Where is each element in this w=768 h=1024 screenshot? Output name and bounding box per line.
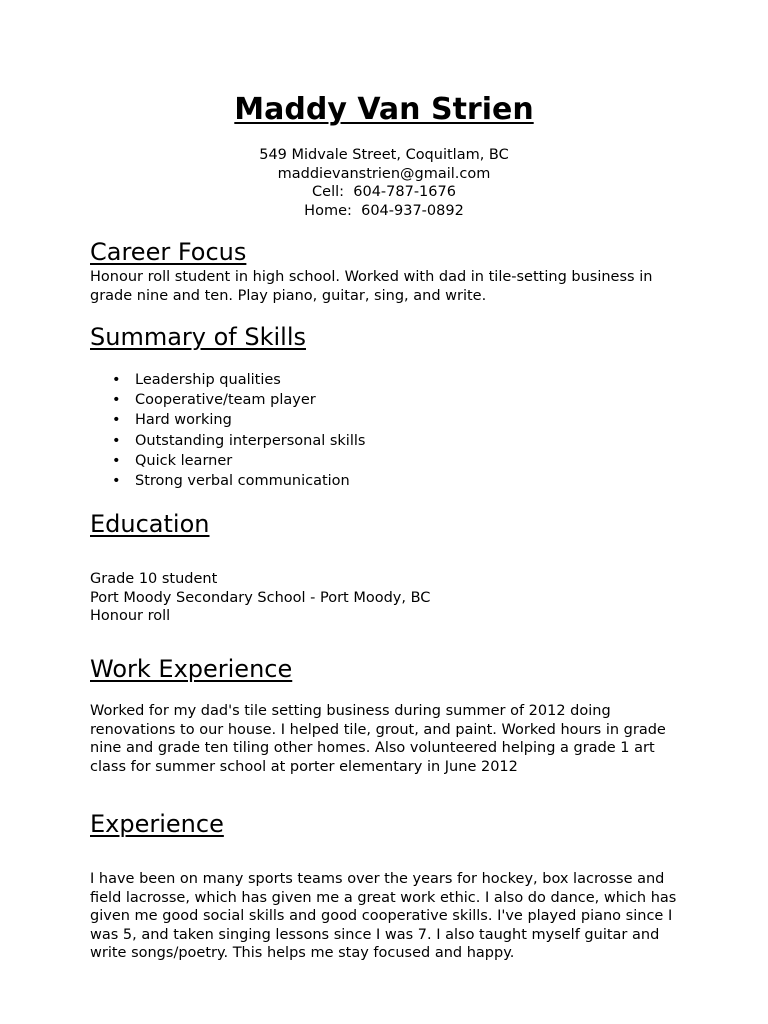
contact-email: maddievanstrien@gmail.com [277,165,491,182]
work-experience-text: Worked for my dad's tile setting business during summer of 2012 doing renovations to our house. I helped tile, grout, and paint. Worked hours in grade nine and grade ten tiling other homes. Also volunteered helping a grade 1 art class for summer school at porter elementary in June 2012 [90,703,666,775]
skill-item-label: Quick learner [135,452,233,469]
skill-item-label: Hard working [135,412,232,429]
skill-item [90,431,365,451]
bullet-icon: • [112,452,121,469]
work-experience-heading: Work Experience [90,655,293,683]
contact-info [0,146,768,220]
skill-item [90,370,365,390]
skill-item [90,410,365,430]
experience-heading: Experience [90,810,224,838]
skill-item-label: Leadership qualities [135,372,281,388]
skill-item-label: Outstanding interpersonal skills [135,432,366,449]
skill-item [90,451,365,471]
education-heading: Education [90,510,210,538]
skill-item [90,471,365,491]
bullet-icon: • [112,392,121,409]
education-school: Port Moody Secondary School - Port Moody, BC [90,589,431,606]
skill-item-label: Strong verbal communication [135,473,350,490]
skills-list [90,370,365,491]
career-focus-heading: Career Focus [90,238,247,266]
contact-home: Home: 604-937-0892 [304,202,464,219]
bullet-icon: • [112,473,121,490]
education-details [90,570,690,626]
resume-name: Maddy Van Strien [234,92,534,127]
bullet-icon: • [112,412,121,429]
career-focus-text: Honour roll student in high school. Worked with dad in tile-setting business in grade nine and ten. Play piano, guitar, sing, and write. [90,269,653,304]
skill-item [90,390,365,410]
bullet-icon: • [112,432,121,449]
experience-text: I have been on many sports teams over the years for hockey, box lacrosse and field lacrosse, which has given me a great work ethic. I also do dance, which has given me good social skills and good cooperative skills. I've played piano since I was 5, and taken singing lessons since I was 7. I also taught myself guitar and write songs/poetry. This helps me stay focused and happy. [90,871,677,961]
skills-heading: Summary of Skills [90,323,307,351]
contact-cell: Cell: 604-787-1676 [312,184,456,200]
skill-item-label: Cooperative/team player [135,392,316,409]
contact-address: 549 Midvale Street, Coquitlam, BC [259,147,509,163]
education-grade: Grade 10 student [90,571,218,587]
bullet-icon: • [112,372,121,388]
education-honour: Honour roll [90,608,171,624]
